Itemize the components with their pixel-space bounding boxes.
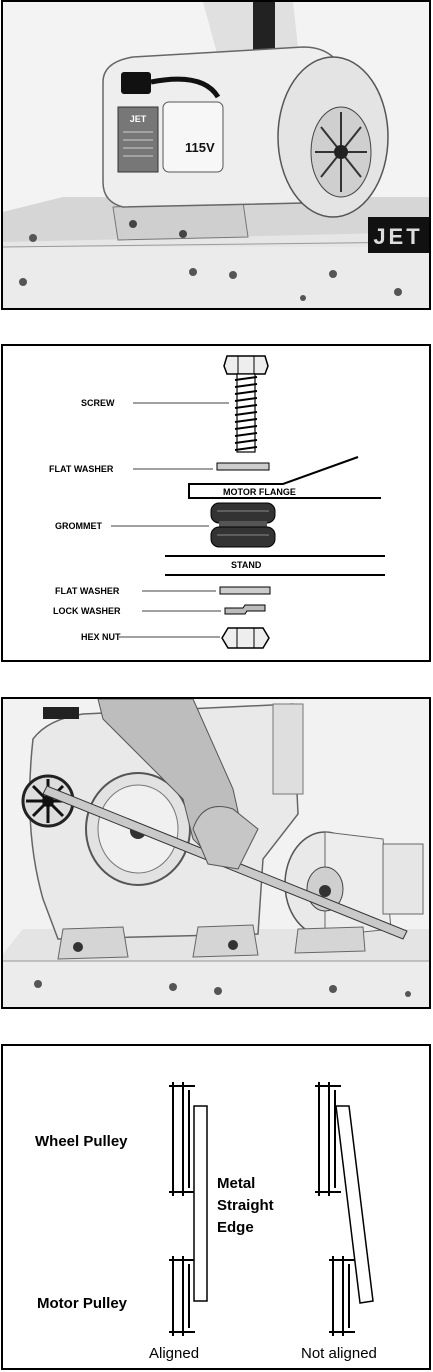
mount-diagram-panel: [1, 344, 431, 662]
alignment-diagram-panel: [1, 1044, 431, 1370]
voltage-label: 115V: [185, 140, 215, 155]
aligned-motor-pulley: [169, 1256, 195, 1336]
caption-aligned: Aligned: [149, 1345, 200, 1362]
mount-diagram: [3, 346, 429, 660]
grommet-part: [211, 503, 275, 547]
alignment-diagram: [3, 1046, 429, 1368]
label-grommet: GROMMET: [55, 521, 102, 531]
label-straight-edge-3: Edge: [217, 1219, 254, 1236]
not-aligned-straight-edge: [336, 1106, 373, 1303]
nameplate-brand: JET: [129, 114, 147, 124]
label-motor-pulley: Motor Pulley: [37, 1295, 128, 1312]
label-straight-edge-1: Metal: [217, 1175, 256, 1192]
label-hex-nut: HEX NUT: [81, 632, 121, 642]
alignment-photo: [3, 699, 429, 1007]
alignment-photo-panel: [1, 697, 431, 1009]
aligned-straight-edge: [194, 1106, 207, 1301]
label-wheel-pulley: Wheel Pulley: [35, 1133, 128, 1150]
not-aligned-motor-pulley: [329, 1256, 355, 1336]
jet-badge: JET: [373, 224, 423, 249]
not-aligned-wheel-pulley: [315, 1082, 341, 1196]
label-straight-edge-2: Straight: [217, 1197, 274, 1214]
label-flat-washer-top: FLAT WASHER: [49, 464, 114, 474]
screw-part: [224, 356, 268, 452]
motor-photo-panel: [1, 0, 431, 310]
label-stand: STAND: [231, 560, 262, 570]
label-motor-flange: MOTOR FLANGE: [223, 487, 296, 497]
caption-not-aligned: Not aligned: [301, 1345, 377, 1362]
hex-nut-part: [222, 628, 269, 648]
aligned-wheel-pulley: [169, 1082, 195, 1196]
label-lock-washer: LOCK WASHER: [53, 606, 121, 616]
label-flat-washer-bottom: FLAT WASHER: [55, 586, 120, 596]
label-screw: SCREW: [81, 398, 115, 408]
motor-photo: [3, 2, 429, 308]
